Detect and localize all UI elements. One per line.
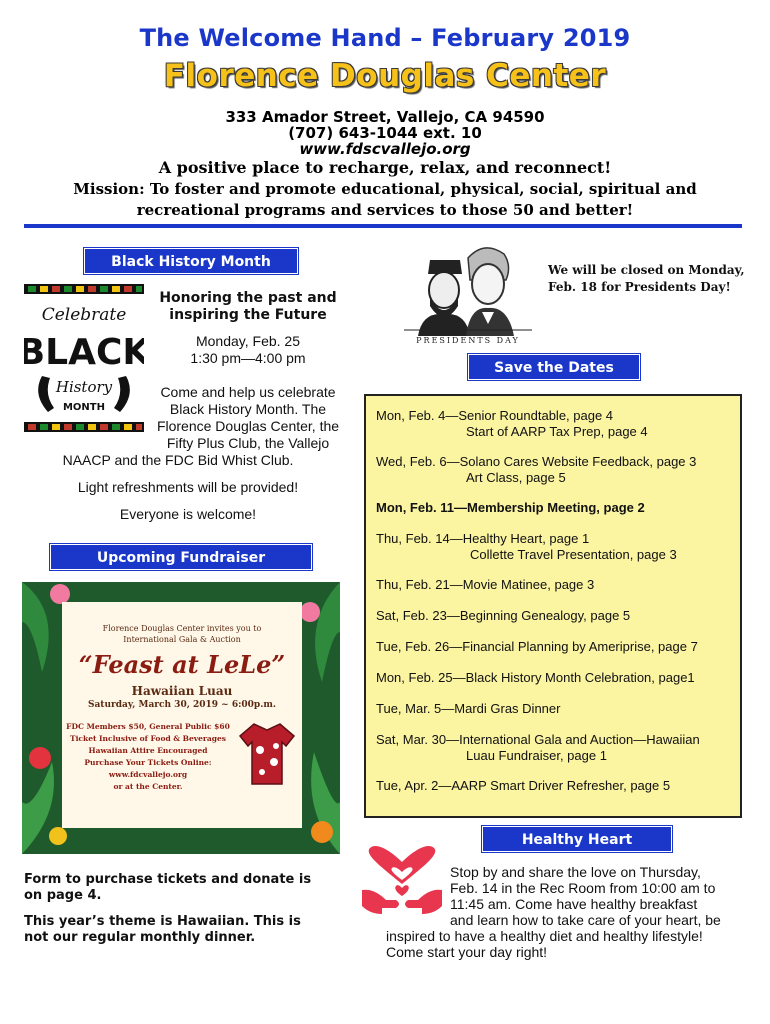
black-history-poster bbox=[24, 284, 144, 432]
save-date-item: Tue, Mar. 5—Mardi Gras Dinner bbox=[376, 701, 561, 716]
save-date-item: Mon, Feb. 4—Senior Roundtable, page 4 Start of AARP Tax Prep, page 4 bbox=[376, 408, 648, 439]
mission-line-2: recreational programs and services to those 50 and better! bbox=[136, 201, 634, 219]
heart-hands-icon bbox=[360, 844, 444, 920]
save-date-item: Tue, Apr. 2—AARP Smart Driver Refresher, page 5 bbox=[376, 778, 671, 793]
fundraiser-note bbox=[24, 872, 344, 946]
fundraiser-banner: Upcoming Fundraiser bbox=[50, 544, 312, 570]
poster-celebrate: Celebrate bbox=[41, 305, 127, 325]
poster-history: History bbox=[55, 378, 113, 396]
save-date-item: Sat, Feb. 23—Beginning Genealogy, page 5 bbox=[376, 608, 631, 623]
newsletter-title: The Welcome Hand – February 2019 bbox=[139, 24, 631, 52]
poster-month: MONTH bbox=[62, 402, 106, 413]
save-date-item: Sat, Mar. 30—International Gala and Auction—Hawaiian Luau Fundraiser, page 1 bbox=[376, 732, 700, 763]
fundraiser-flyer bbox=[22, 582, 340, 854]
right-hand-icon bbox=[114, 376, 130, 412]
healthy-heart-banner: Healthy Heart bbox=[482, 826, 672, 852]
flyer-feast-title: “Feast at LeLe” bbox=[78, 650, 286, 679]
healthy-heart-line-6: Come start your day right! bbox=[386, 944, 548, 960]
save-date-item: Thu, Feb. 21—Movie Matinee, page 3 bbox=[376, 577, 595, 592]
flyer-invite-2: International Gala & Auction bbox=[123, 635, 241, 644]
healthy-heart-line-3: 11:45 am. Come have healthy breakfast bbox=[450, 896, 698, 912]
fundraiser-note-2: on page 4. bbox=[24, 888, 102, 903]
save-dates-banner: Save the Dates bbox=[468, 354, 640, 380]
kente-top-border-icon bbox=[24, 284, 144, 294]
save-date-item: Thu, Feb. 14—Healthy Heart, page 1 Collette Travel Presentation, page 3 bbox=[376, 531, 677, 562]
lincoln-portrait-icon bbox=[418, 260, 470, 336]
header-divider bbox=[24, 224, 742, 228]
save-date-item: Mon, Feb. 11—Membership Meeting, page 2 bbox=[376, 500, 645, 515]
flyer-date: Saturday, March 30, 2019 ~ 6:00p.m. bbox=[87, 700, 277, 710]
bhm-refreshments: Light refreshments will be provided! bbox=[77, 479, 299, 495]
healthy-heart-line-5: inspired to have a healthy diet and healthy lifestyle! bbox=[386, 928, 703, 944]
presidents-day-line-2: Feb. 18 for Presidents Day! bbox=[548, 280, 731, 294]
healthy-heart-text-right bbox=[450, 864, 750, 928]
healthy-heart-line-4: and learn how to take care of your heart, be bbox=[450, 912, 721, 928]
black-history-banner: Black History Month bbox=[84, 248, 298, 274]
center-name: Florence Douglas Center bbox=[163, 58, 607, 94]
presidents-day-caption: PRESIDENTS DAY bbox=[416, 336, 520, 345]
fundraiser-note-1: Form to purchase tickets and donate is bbox=[24, 872, 312, 887]
flyer-url[interactable]: www.fdcvallejo.org bbox=[108, 770, 188, 779]
black-history-poster-art bbox=[24, 284, 144, 432]
healthy-heart-line-1: Stop by and share the love on Thursday, bbox=[450, 864, 701, 880]
tagline: A positive place to recharge, relax, and reconnect! bbox=[158, 158, 612, 177]
flyer-price: FDC Members $50, General Public $60 bbox=[66, 722, 230, 731]
kente-bottom-border-icon bbox=[24, 422, 144, 432]
bhm-body-3: Florence Douglas Center, the bbox=[156, 418, 340, 434]
bhm-body-1: Come and help us celebrate bbox=[160, 384, 336, 400]
presidents-day-notice bbox=[548, 262, 748, 296]
website-link[interactable]: www.fdscvallejo.org bbox=[299, 140, 471, 158]
bhm-heading-1: Honoring the past and bbox=[159, 290, 337, 306]
address: 333 Amador Street, Vallejo, CA 94590 bbox=[225, 108, 545, 126]
flyer-invite-1: Florence Douglas Center invites you to bbox=[102, 624, 262, 633]
healthy-heart-text-bottom bbox=[386, 928, 756, 960]
fundraiser-note-4: not our regular monthly dinner. bbox=[24, 930, 256, 945]
bhm-body-4: Fifty Plus Club, the Vallejo bbox=[166, 435, 330, 451]
heart-hands-image bbox=[360, 844, 444, 920]
mission-line-1: Mission: To foster and promote educational, physical, social, spiritual and bbox=[73, 180, 697, 198]
phone: (707) 643-1044 ext. 10 bbox=[288, 124, 482, 142]
bhm-body-5: NAACP and the FDC Bid Whist Club. bbox=[62, 452, 294, 468]
flyer-purchase: Purchase Your Tickets Online: bbox=[84, 758, 212, 767]
bhm-time: 1:30 pm—4:00 pm bbox=[190, 350, 306, 366]
save-dates-box bbox=[364, 394, 742, 818]
bhm-body-2: Black History Month. The bbox=[169, 401, 327, 417]
flyer-luau: Hawaiian Luau bbox=[131, 684, 233, 698]
poster-black: BLACK bbox=[24, 332, 144, 373]
healthy-heart-line-2: Feb. 14 in the Rec Room from 10:00 am to bbox=[450, 880, 716, 896]
bhm-welcome: Everyone is welcome! bbox=[119, 506, 257, 522]
washington-portrait-icon bbox=[466, 248, 514, 336]
bhm-heading-2: inspiring the Future bbox=[169, 307, 327, 323]
flyer-card bbox=[62, 602, 302, 828]
save-date-item: Wed, Feb. 6—Solano Cares Website Feedback, page 3 Art Class, page 5 bbox=[376, 454, 697, 485]
save-date-item: Mon, Feb. 25—Black History Month Celebration, page1 bbox=[376, 670, 695, 685]
fundraiser-note-3: This year’s theme is Hawaiian. This is bbox=[24, 914, 301, 929]
presidents-day-line-1: We will be closed on Monday, bbox=[548, 263, 745, 277]
flyer-inclusive: Ticket Inclusive of Food & Beverages bbox=[70, 734, 226, 743]
presidents-day-image bbox=[400, 240, 536, 346]
bhm-date: Monday, Feb. 25 bbox=[195, 333, 301, 349]
save-date-item: Tue, Feb. 26—Financial Planning by Ameriprise, page 7 bbox=[376, 639, 698, 654]
hawaiian-shirt-icon bbox=[238, 720, 296, 788]
flyer-center: or at the Center. bbox=[113, 782, 183, 791]
flyer-attire: Hawaiian Attire Encouraged bbox=[88, 746, 208, 755]
left-hand-icon bbox=[38, 376, 54, 412]
